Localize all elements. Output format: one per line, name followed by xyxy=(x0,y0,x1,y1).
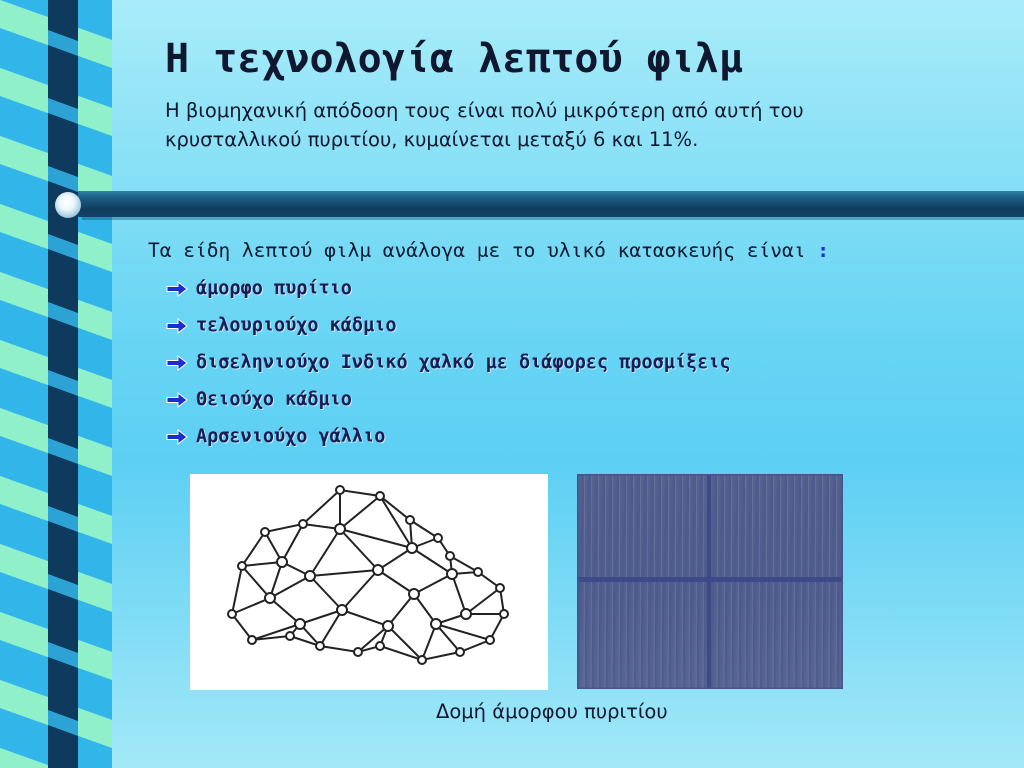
types-intro-colon: : xyxy=(817,239,829,262)
types-intro-text: Τα είδη λεπτού φιλμ ανάλογα με το υλικό κατασκευής είναι xyxy=(148,239,806,262)
list-item xyxy=(166,278,731,315)
amorphous-silicon-panel-photo xyxy=(577,474,843,689)
image-caption: Δομή άμορφου πυριτίου xyxy=(436,700,668,723)
slide-subtitle: Η βιομηχανική απόδοση τους είναι πολύ μικρότερη από αυτή του κρυσταλλικού πυριτίου, κυμαίνεται μεταξύ 6 και 11%. xyxy=(165,99,804,151)
list-item xyxy=(166,352,731,389)
divider-knob xyxy=(55,192,81,218)
list-item-label: άμορφο πυρίτιο xyxy=(196,278,352,299)
list-item xyxy=(166,315,731,352)
right-arrow-icon xyxy=(166,391,188,409)
types-intro xyxy=(148,239,829,262)
list-item xyxy=(166,426,731,463)
right-arrow-icon xyxy=(166,280,188,298)
list-item-label: δισεληνιούχο Ινδικό χαλκό με διάφορες προσμίξεις xyxy=(196,352,731,373)
amorphous-silicon-structure-image xyxy=(190,474,548,690)
right-arrow-icon xyxy=(166,428,188,446)
list-item-label: Αρσενιούχο γάλλιο xyxy=(196,426,386,447)
right-arrow-icon xyxy=(166,317,188,335)
list-item xyxy=(166,389,731,426)
decorative-left-band xyxy=(0,0,112,768)
right-arrow-icon xyxy=(166,354,188,372)
slide-title: Η τεχνολογία λεπτού φιλμ xyxy=(165,36,743,82)
list-item-label: Θειούχο κάδμιο xyxy=(196,389,352,410)
list-item-label: τελουριούχο κάδμιο xyxy=(196,315,397,336)
header-divider-bar xyxy=(78,191,1024,217)
thin-film-types-list xyxy=(166,278,731,463)
